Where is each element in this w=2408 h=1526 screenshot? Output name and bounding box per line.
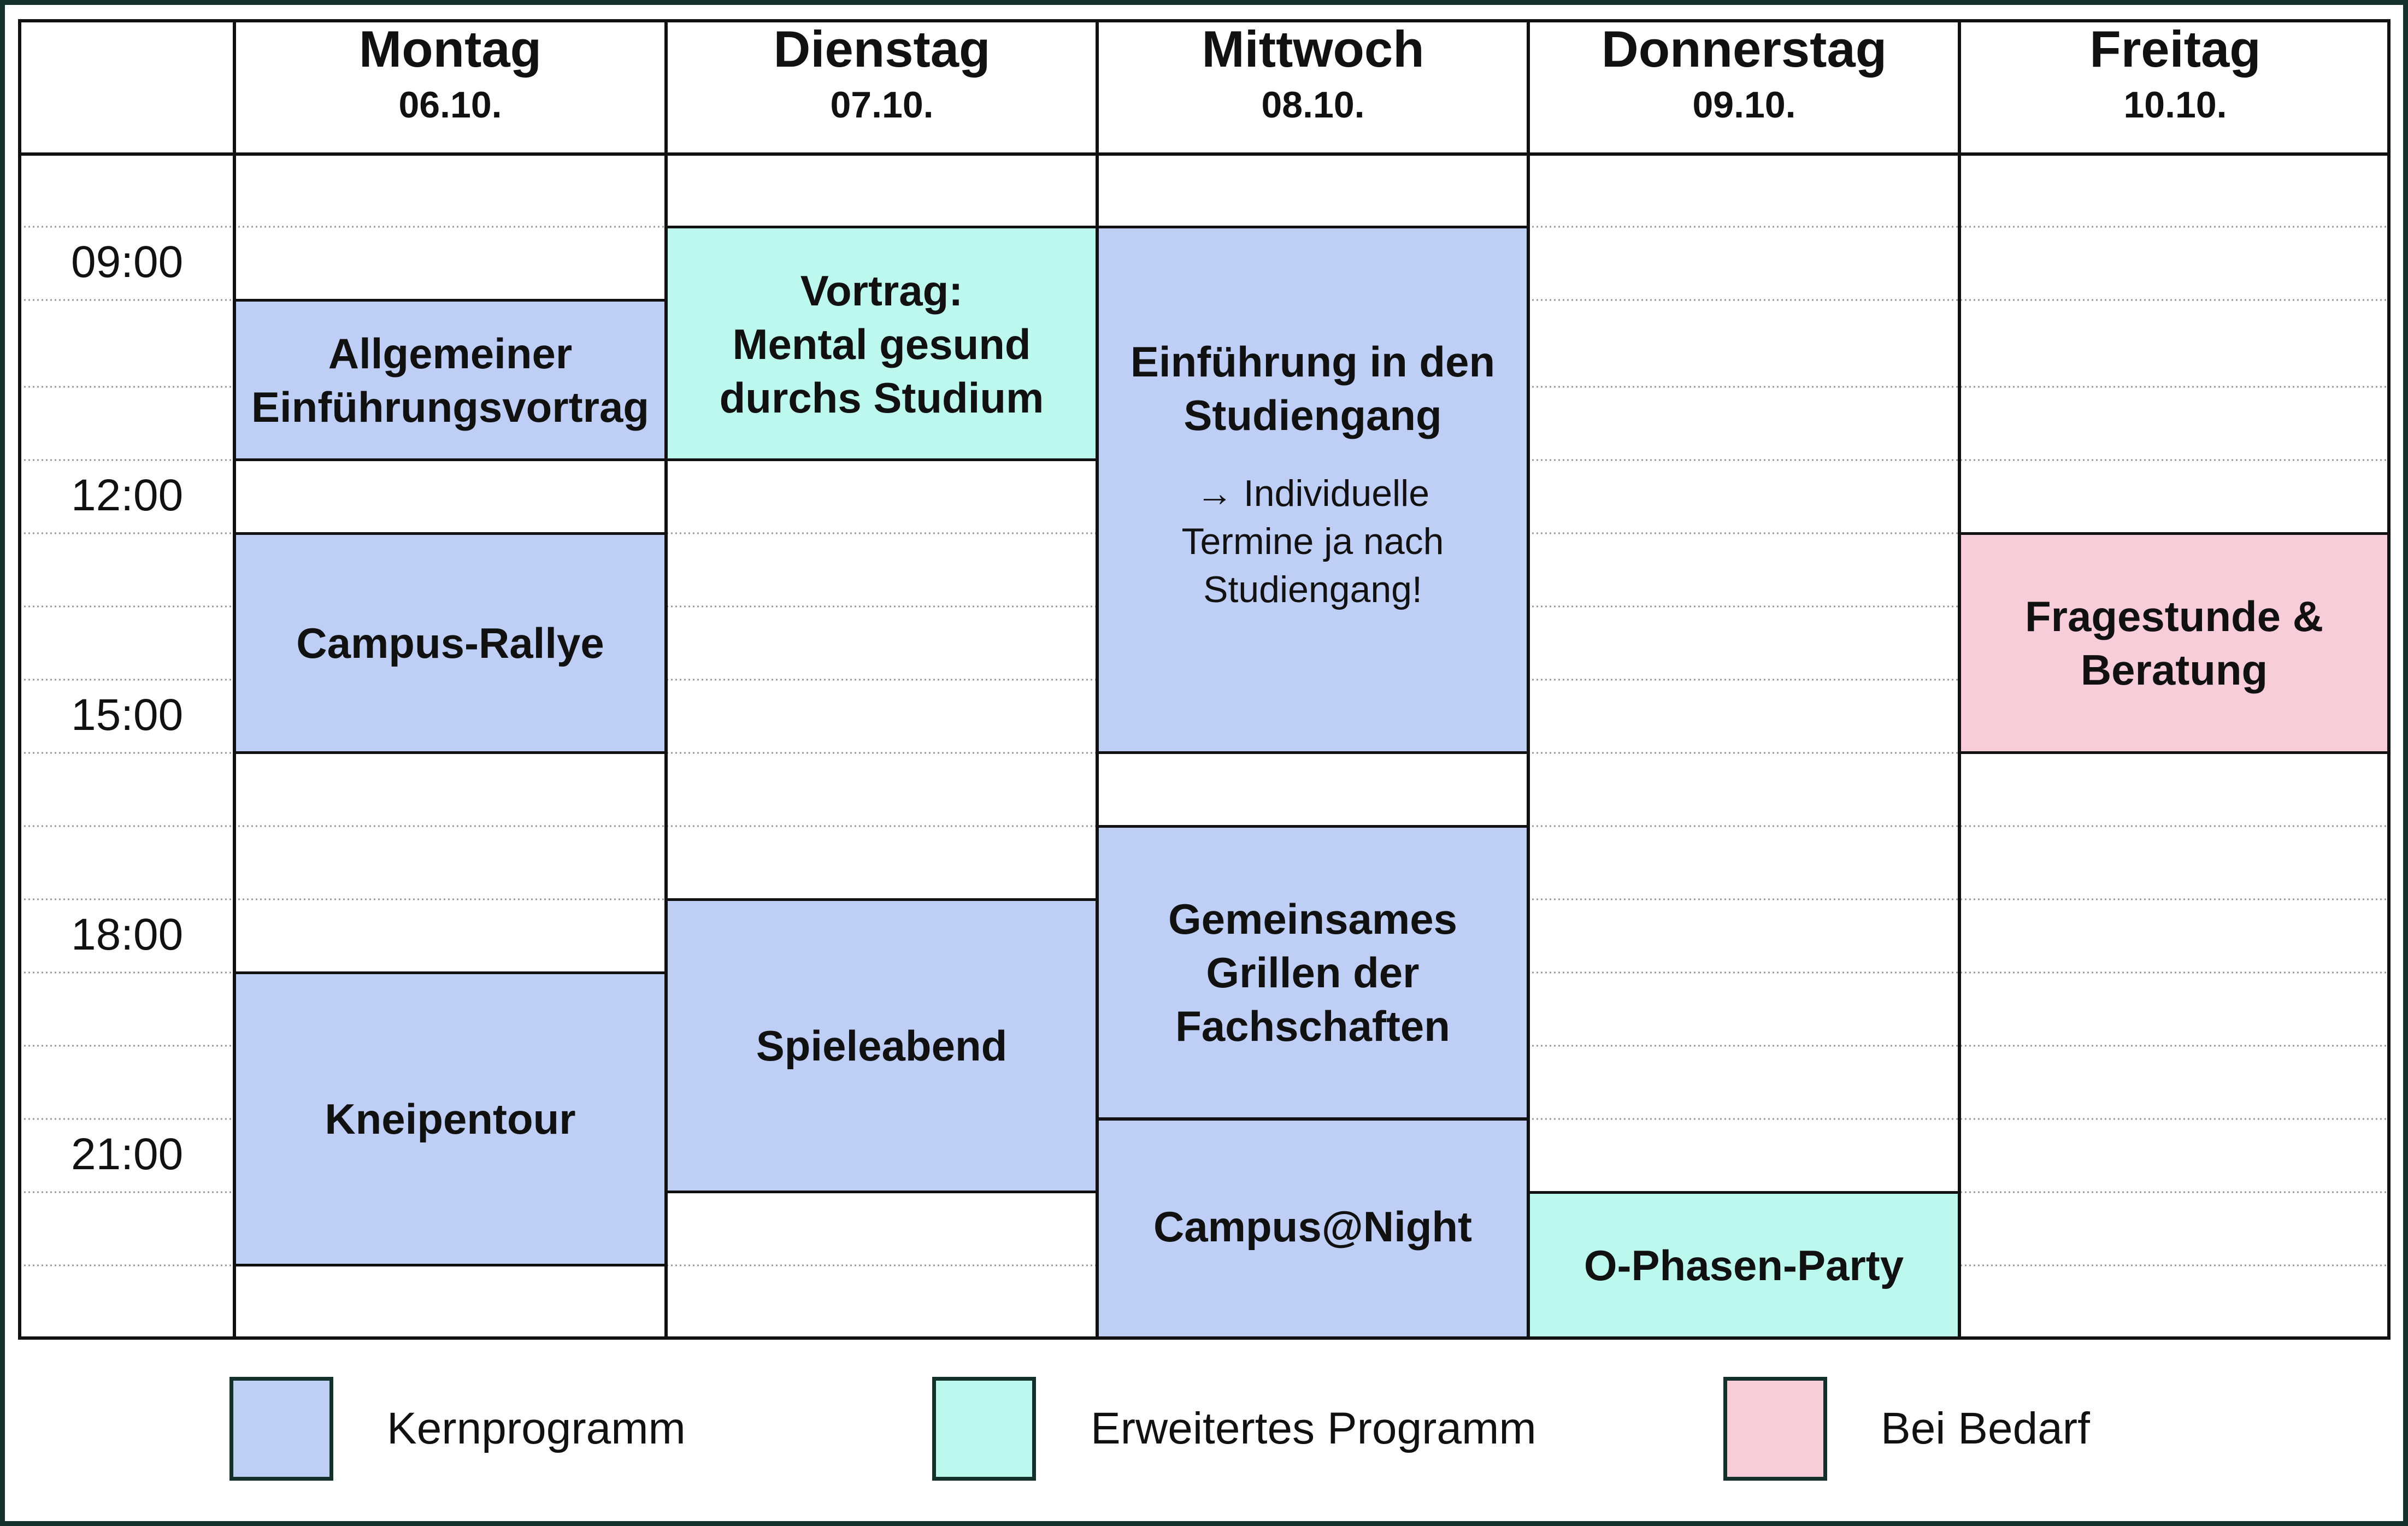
- legend-swatch-erweitertes-programm: [932, 1377, 1036, 1481]
- event-kneipentour[interactable]: [234, 973, 666, 1265]
- day-date: 06.10.: [398, 84, 502, 126]
- event-title: Kneipentour: [325, 1095, 576, 1143]
- event-einfuehrung-studiengang[interactable]: [1097, 227, 1528, 753]
- event-title: Spieleabend: [756, 1022, 1008, 1070]
- time-label-1200: 12:00: [71, 470, 184, 520]
- time-label-2100: 21:00: [71, 1129, 184, 1179]
- day-header-montag: [234, 16, 666, 128]
- time-label-1800: 18:00: [71, 910, 184, 959]
- event-title: Vortrag: Mental gesund durchs Studium: [719, 267, 1044, 422]
- day-date: 10.10.: [2123, 84, 2227, 126]
- event-campus-night[interactable]: [1097, 1119, 1528, 1338]
- event-title: Allgemeiner Einführungsvortrag: [251, 329, 649, 431]
- event-allgemeiner-einfuehrungsvortrag[interactable]: [234, 300, 666, 460]
- event-spieleabend[interactable]: [666, 899, 1097, 1192]
- day-name: Dienstag: [773, 20, 991, 78]
- event-vortrag-mental-gesund[interactable]: [666, 227, 1097, 460]
- legend-label-bei-bedarf: Bei Bedarf: [1881, 1404, 2090, 1453]
- event-gemeinsames-grillen[interactable]: [1097, 826, 1528, 1119]
- event-title: O-Phasen-Party: [1583, 1241, 1904, 1289]
- legend-label-kernprogramm: Kernprogramm: [387, 1404, 686, 1453]
- day-header-donnerstag: [1528, 16, 1960, 128]
- time-label-1500: 15:00: [71, 690, 184, 740]
- event-fragestunde-beratung[interactable]: [1959, 533, 2389, 753]
- event-note: → Individuelle Termine ja nach Studiengang!: [1181, 473, 1444, 610]
- day-date: 08.10.: [1261, 84, 1365, 126]
- day-name: Donnerstag: [1601, 20, 1887, 78]
- day-date: 07.10.: [830, 84, 934, 126]
- legend-swatch-bei-bedarf: [1723, 1377, 1827, 1481]
- day-header-dienstag: [666, 16, 1098, 128]
- event-o-phasen-party[interactable]: [1528, 1192, 1959, 1338]
- day-name: Freitag: [2089, 20, 2261, 78]
- event-title: Campus@Night: [1153, 1203, 1473, 1251]
- event-title: Campus-Rallye: [296, 619, 604, 667]
- event-campus-rallye[interactable]: [234, 533, 666, 753]
- day-date: 09.10.: [1692, 84, 1796, 126]
- event-title: Einführung in den Studiengang: [1130, 338, 1496, 439]
- event-title: Fragestunde & Beratung: [2024, 592, 2324, 694]
- event-title: Gemeinsames Grillen der Fachschaften: [1168, 895, 1457, 1050]
- day-header-mittwoch: [1097, 16, 1529, 128]
- legend-label-erweitertes-programm: Erweitertes Programm: [1091, 1404, 1536, 1453]
- legend-swatch-kernprogramm: [229, 1377, 333, 1481]
- day-name: Montag: [358, 20, 542, 78]
- time-label-0900: 09:00: [71, 237, 184, 287]
- day-name: Mittwoch: [1202, 20, 1424, 78]
- day-header-freitag: [1959, 16, 2391, 128]
